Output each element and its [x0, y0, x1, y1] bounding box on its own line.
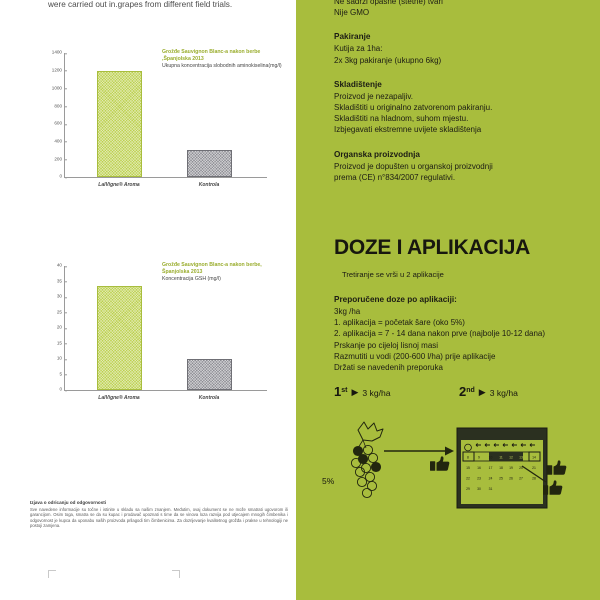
calendar-day: 31: [488, 486, 493, 491]
storage-block: [334, 79, 584, 136]
grape-cluster-icon: [358, 422, 383, 448]
crop-mark-right: [172, 570, 180, 578]
calendar-day: 10: [488, 455, 493, 460]
packaging-line-1: Kutija za 1ha:: [334, 44, 383, 54]
chart2-ytick: 25: [57, 310, 65, 315]
chart1-legend-subtitle: Ukupna koncentracija slobodnih aminokiselina(mg/l): [162, 63, 282, 69]
chart2-legend-subtitle: Koncentracija GSH (mg/l): [162, 276, 221, 282]
badge-dose-value: 3 kg/ha: [489, 388, 518, 398]
gsh-chart: [0, 258, 296, 408]
recommended-doses-line-2: 1. aplikacija = početak šare (oko 5%): [334, 318, 465, 328]
badge-dose-value: 3 kg/ha: [362, 388, 391, 398]
calendar-day: 21: [532, 466, 536, 470]
chart1-ytick: 1200: [52, 68, 65, 73]
calendar-day-highlighted: 11: [499, 455, 503, 460]
chart2-ytick: 10: [57, 357, 65, 362]
chart1-bar-lalvigne: [97, 71, 142, 177]
application-timing-diagram: [300, 418, 600, 533]
safety-line-1: Ne sadrži opasne (štetne) tvari: [334, 0, 443, 6]
recommended-doses-line-5: Razmutiti u vodi (200-600 l/ha) prije aplikacije: [334, 351, 496, 361]
calendar-day: 29: [466, 486, 470, 491]
chart2-plot-area: [56, 262, 267, 401]
badge-ordinal-suffix: st: [341, 387, 348, 394]
chart1-ytick: 1000: [52, 86, 65, 91]
chart1-ytick: 1400: [52, 51, 65, 56]
chart2-ytick: 15: [57, 341, 65, 346]
spacer: [334, 136, 584, 149]
intro-paragraph: were carried out in.grapes from different field trials.: [48, 0, 233, 9]
arrow-to-calendar: [384, 447, 454, 456]
badge-ordinal-number: 1: [334, 384, 342, 399]
arrow-icon: ▶: [351, 387, 359, 397]
spacer: [334, 183, 584, 235]
packaging-block: [334, 31, 584, 65]
chart2-ytick: 5: [59, 372, 65, 377]
calendar-day: 24: [488, 476, 493, 481]
chart2-legend: [162, 262, 287, 283]
diagram-svg: [300, 418, 600, 533]
storage-line-3: Skladištiti na hladnom, suhom mjestu.: [334, 114, 469, 124]
chart2-ytick: 40: [57, 264, 65, 269]
arrow-icon: ▶: [478, 387, 486, 397]
chart1-xlabel-lalvigne: LalVigne® Aroma: [98, 182, 140, 188]
chart1-plot-area: [51, 49, 267, 188]
calendar-day: 14: [532, 455, 536, 460]
chart2-ytick: 0: [59, 388, 65, 393]
chart2-ytick: 20: [57, 326, 65, 331]
doses-intro: Tretiranje se vrši u 2 aplikacije: [342, 270, 444, 280]
doses-section-title: DOZE I APLIKACIJA: [334, 236, 530, 260]
recommended-doses-line-6: Držati se navedenih preporuka: [334, 363, 443, 373]
organic-line-2: prema (CE) n°834/2007 regulativi.: [334, 172, 456, 182]
grape-berries: [351, 445, 380, 497]
storage-line-2: Skladištiti u originalno zatvorenom pakiranju.: [334, 103, 493, 113]
veraison-percent-label: 5%: [322, 476, 335, 486]
spacer: [334, 261, 584, 269]
calendar-day: 19: [509, 466, 513, 470]
chart1-xlabel-kontrola: Kontrola: [198, 182, 220, 188]
amino-acids-chart: [0, 45, 296, 195]
calendar-day: 16: [477, 466, 481, 470]
chart2-xlabel-lalvigne: LalVigne® Aroma: [98, 395, 140, 401]
organic-line-1: Proizvod je dopušten u organskoj proizvodnji: [334, 161, 493, 171]
calendar-day: 27: [519, 476, 523, 481]
calendar-day: 25: [499, 476, 503, 481]
chart1-bar-kontrola: [187, 150, 232, 177]
recommended-doses-line-4: Prskanje po cijeloj lisnoj masi: [334, 340, 439, 350]
calendar-day: 18: [499, 466, 503, 470]
recommended-doses-heading: Preporučene doze po aplikaciji:: [334, 295, 457, 305]
green-panel-text-stack: [334, 0, 584, 373]
left-content-column: [0, 0, 296, 600]
chart1-ytick: 400: [54, 139, 65, 144]
packaging-line-2: 2x 3kg pakiranje (ukupno 6kg): [334, 55, 442, 65]
calendar-day-highlighted: 12: [509, 455, 513, 460]
calendar-day: 26: [509, 476, 513, 481]
disclaimer-block: [30, 500, 288, 529]
badge-ordinal-suffix: nd: [466, 387, 475, 394]
crop-mark-left: [48, 570, 56, 578]
calendar-day: 20: [519, 466, 523, 470]
chart1-ytick: 200: [54, 157, 65, 162]
thumbs-up-icon-left: [430, 456, 449, 470]
chart2-ytick: 30: [57, 295, 65, 300]
organic-heading: Organska proizvodnja: [334, 149, 420, 159]
spacer: [334, 66, 584, 79]
badge-ordinal-number: 2: [459, 384, 467, 399]
recommended-doses-block: [334, 294, 584, 373]
calendar-day-highlighted: 13: [519, 455, 523, 460]
chart1-ytick: 800: [54, 104, 65, 109]
chart2-bar-kontrola: [187, 359, 232, 390]
disclaimer-body: Sve navedene informacije su točne i istinite u skladu sa našim znanjem. Međutim, ovaj dokument se ne može smatrati ugovorom ili garancijom. Osim toga, smatra se da su kupac i prodavač upoznati s time da se vinova loza razvija pod utjecajem mnogih čimbenika i odgovornost je kupca da uponabu naših proizvoda prilagodi tim čimbenicima. Za dozrijevanje kvalitetnog grožđa i prakse u tehnologiji ne postoji zamjena.: [30, 506, 288, 529]
recommended-doses-line-1: 3kg /ha: [334, 307, 361, 317]
storage-heading: Skladištenje: [334, 79, 382, 89]
safety-line-2: Nije GMO: [334, 8, 370, 18]
application-badge-first: [334, 384, 391, 399]
safety-block: [334, 0, 584, 18]
chart2-bar-lalvigne: [97, 286, 142, 390]
chart1-legend: [162, 49, 287, 70]
chart1-ytick: 600: [54, 122, 65, 127]
calendar-day: 9: [478, 455, 480, 460]
organic-block: [334, 149, 584, 183]
thumbs-up-icon-right-upper: [547, 460, 566, 474]
calendar-day: 22: [466, 476, 470, 481]
application-badges: [334, 384, 584, 402]
storage-line-1: Proizvod je nezapaljiv.: [334, 91, 414, 101]
calendar-day: 28: [532, 476, 536, 481]
storage-line-4: Izbjegavati ekstremne uvijete skladištenja: [334, 125, 482, 135]
calendar-day: 30: [477, 486, 481, 491]
application-badge-second: [459, 384, 518, 399]
chart2-xlabel-kontrola: Kontrola: [198, 395, 220, 401]
packaging-heading: Pakiranje: [334, 32, 371, 42]
calendar-icon: [457, 428, 547, 508]
chart2-legend-title: Grožđe Sauvignon Blanc-a nakon berbe, Španjolska 2013: [162, 262, 262, 275]
calendar-day: 17: [488, 466, 493, 470]
chart1-legend-title: Grožđe Sauvignon Blanc-a nakon berbe ,Španjolska 2013: [162, 49, 261, 62]
recommended-doses-line-3: 2. aplikacija = 7 - 14 dana nakon prve (najbolje 10-12 dana): [334, 329, 546, 339]
calendar-day: 23: [477, 476, 481, 481]
chart1-ytick: 0: [59, 175, 65, 180]
spacer: [334, 281, 584, 294]
disclaimer-heading: Izjava o odricanju od odgovornosti: [30, 500, 107, 505]
calendar-day: 8: [467, 455, 469, 460]
calendar-day: 15: [466, 466, 470, 470]
chart2-ytick: 35: [57, 279, 65, 284]
spacer: [334, 18, 584, 31]
